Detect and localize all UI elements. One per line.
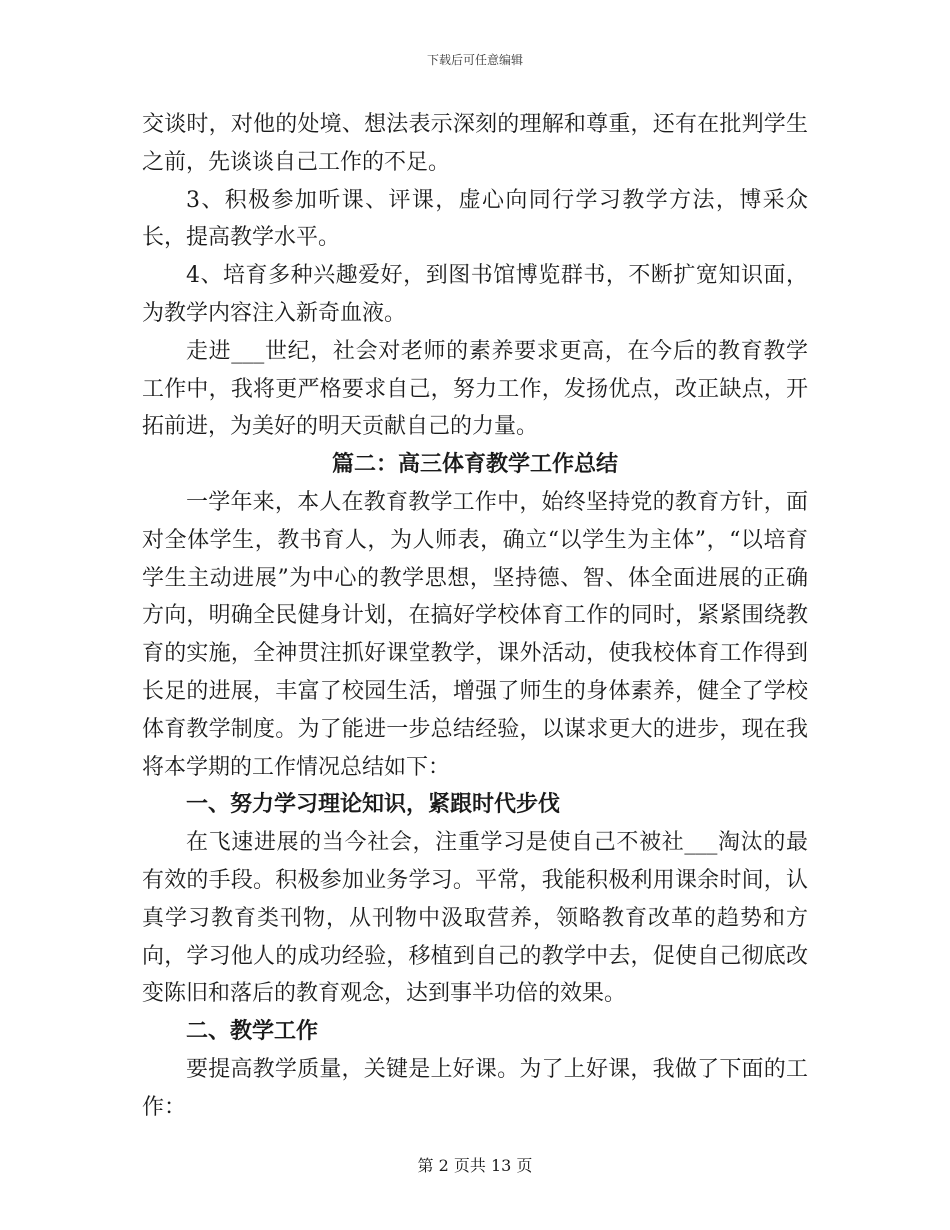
- paragraph-3: 4、培育多种兴趣爱好，到图书馆博览群书，不断扩宽知识面，为教学内容注入新奇血液。: [142, 263, 808, 326]
- paragraph-1: 交谈时，对他的处境、想法表示深刻的理解和尊重，还有在批判学生之前，先谈谈自己工作的不足。: [142, 112, 808, 175]
- page-footer: 第 2 页共 13 页: [417, 1156, 533, 1175]
- heading-1: 一、努力学习理论知识，紧跟时代步伐: [186, 791, 561, 818]
- paragraph-6: 在飞速进展的当今社会，注重学习是使自己不被社___淘汰的最有效的手段。积极参加业务学习。平常，我能积极利用课余时间，认真学习教育类刊物，从刊物中汲取营养，领略教育改革的趋势和方向，学习他人的成功经验，移植到自己的教学中去，促使自己彻底改变陈旧和落后的教育观念，达到事半功倍的效果。: [142, 830, 808, 1007]
- paragraph-2: 3、积极参加听课、评课，虚心向同行学习教学方法，博采众长，提高教学水平。: [142, 187, 808, 251]
- paragraph-7: 要提高教学质量，关键是上好课。为了上好课，我做了下面的工作：: [142, 1056, 808, 1120]
- paragraph-5: 一学年来，本人在教育教学工作中，始终坚持党的教育方针，面对全体学生，教书育人，为人师表，确立“以学生为主体”，“以培育学生主动进展”为中心的教学思想，坚持德、智、体全面进展的正确方向，明确全民健身计划，在搞好学校体育工作的同时，紧紧围绕教育的实施，全神贯注抓好课堂教学，课外活动，使我校体育工作得到长足的进展，丰富了校园生活，增强了师生的身体素养，健全了学校体育教学制度。为了能进一步总结经验，以谋求更大的进步，现在我将本学期的工作情况总结如下：: [142, 489, 808, 780]
- heading-2: 二、教学工作: [186, 1018, 319, 1045]
- section-title: 篇二：高三体育教学工作总结: [331, 451, 618, 478]
- document-body: [142, 106, 808, 1127]
- page-header: 下载后可任意编辑: [426, 53, 523, 67]
- paragraph-4: 走进___世纪，社会对老师的素养要求更高，在今后的教育教学工作中，我将更严格要求自己，努力工作，发扬优点，改正缺点，开拓前进，为美好的明天贡献自己的力量。: [142, 338, 808, 440]
